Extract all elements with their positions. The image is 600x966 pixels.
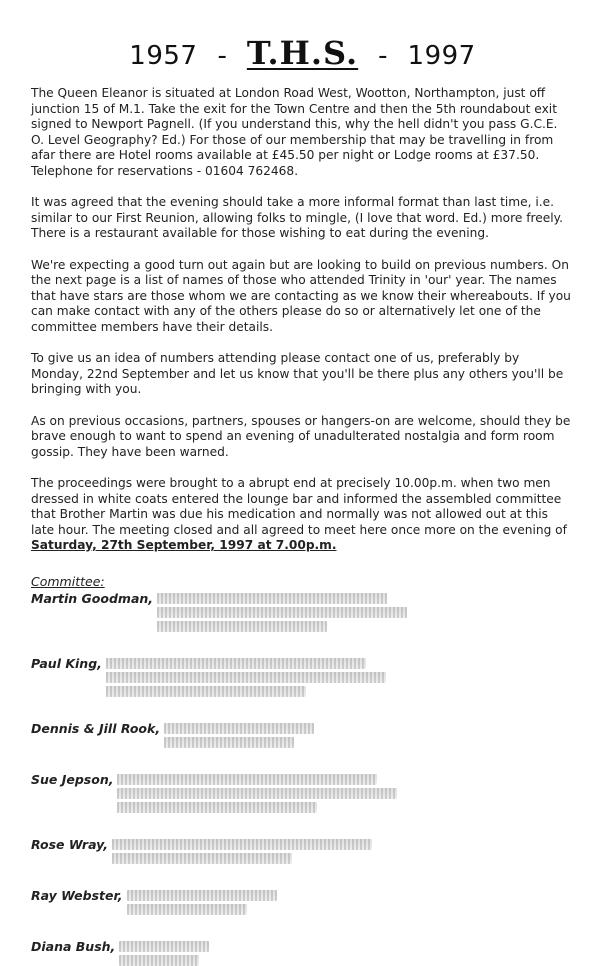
committee-member — [31, 656, 574, 697]
redacted-line — [112, 853, 292, 864]
committee-member-name: Sue Jepson, — [31, 771, 114, 787]
committee-list — [31, 591, 574, 966]
paragraph-format: It was agreed that the evening should take a more informal format than last time, i.e. similar to our First Reunion, allowing folks to mingle, (I love that word. Ed.) more freely. There is a restaurant available for those wishing to eat during the evening. — [31, 195, 563, 240]
start-year: 1957 — [129, 41, 198, 71]
redacted-line — [127, 904, 247, 915]
redacted-line — [112, 839, 372, 850]
proceedings-text: The proceedings were brought to a abrupt end at precisely 10.00p.m. when two men dressed in white coats entered the lounge bar and informed the assembled committee that Brother Martin was due his medication and normally was not allowed out at this late hour. The meeting closed and all agreed to meet here once more on the evening of — [31, 476, 567, 537]
redacted-contact-details — [127, 888, 277, 915]
redacted-contact-details — [112, 837, 372, 864]
redacted-line — [106, 658, 366, 669]
committee-member — [31, 837, 574, 864]
redacted-contact-details — [106, 656, 386, 697]
paragraph-partners: As on previous occasions, partners, spouses or hangers-on are welcome, should they be brave enough to want to spend an evening of unadulterated nostalgia and form room gossip. They have been warned. — [31, 413, 571, 459]
paragraph-proceedings — [31, 476, 574, 554]
committee-member-name: Ray Webster, — [31, 887, 123, 903]
end-year: 1997 — [407, 41, 476, 71]
committee-member-name: Rose Wray, — [31, 836, 109, 852]
committee-member — [31, 772, 574, 813]
committee-member — [31, 939, 574, 966]
redacted-contact-details — [157, 591, 407, 632]
header-dash-left: - — [217, 41, 227, 71]
paragraph-numbers: We're expecting a good turn out again but are looking to build on previous numbers. On the next page is a list of names of those who attended Trinity in 'our' year. The names that have stars are those whom we are contacting as we know their whereabouts. If you can make contact with any of the others please do so or alternatively let one of the committee members have their details. — [31, 257, 571, 334]
redacted-contact-details — [164, 721, 314, 748]
meeting-date: Saturday, 27th September, 1997 at 7.00p.m. — [31, 538, 337, 552]
committee-member — [31, 721, 574, 748]
committee-member — [31, 591, 574, 632]
committee-member — [31, 888, 574, 915]
paragraph-contact: To give us an idea of numbers attending please contact one of us, preferably by Monday, 22nd September and let us know that you'll be there plus any others you'll be bringing with you. — [31, 351, 564, 396]
page-title: T.H.S. — [246, 34, 359, 72]
redacted-line — [106, 672, 386, 683]
redacted-line — [157, 593, 387, 604]
committee-member-name: Dennis & Jill Rook, — [31, 720, 161, 736]
redacted-line — [164, 737, 294, 748]
committee-member-name: Paul King, — [31, 655, 102, 671]
redacted-contact-details — [117, 772, 397, 813]
redacted-line — [106, 686, 306, 697]
redacted-line — [157, 621, 327, 632]
redacted-line — [157, 607, 407, 618]
redacted-line — [117, 802, 317, 813]
paragraph-venue: The Queen Eleanor is situated at London Road West, Wootton, Northampton, just off junction 15 of M.1. Take the exit for the Town Centre and then the 5th roundabout exit signed to Newport Pagnell. (If you understand this, why the hell didn't you pass G.C.E. O. Level Geography? Ed.) For those of our membership that may be travelling in from afar there are Hotel rooms available at £45.50 per night or Lodge rooms at £37.50. Telephone for reservations - 01604 762468. — [31, 86, 558, 178]
redacted-contact-details — [119, 939, 209, 966]
committee-member-name: Diana Bush, — [31, 938, 116, 954]
redacted-line — [119, 955, 199, 966]
redacted-line — [164, 723, 314, 734]
committee-member-name: Martin Goodman, — [31, 590, 154, 606]
redacted-line — [117, 774, 377, 785]
redacted-line — [117, 788, 397, 799]
redacted-line — [127, 890, 277, 901]
committee-heading: Committee: — [31, 573, 105, 589]
page-header — [31, 34, 574, 72]
header-dash-right: - — [378, 41, 388, 71]
redacted-line — [119, 941, 209, 952]
